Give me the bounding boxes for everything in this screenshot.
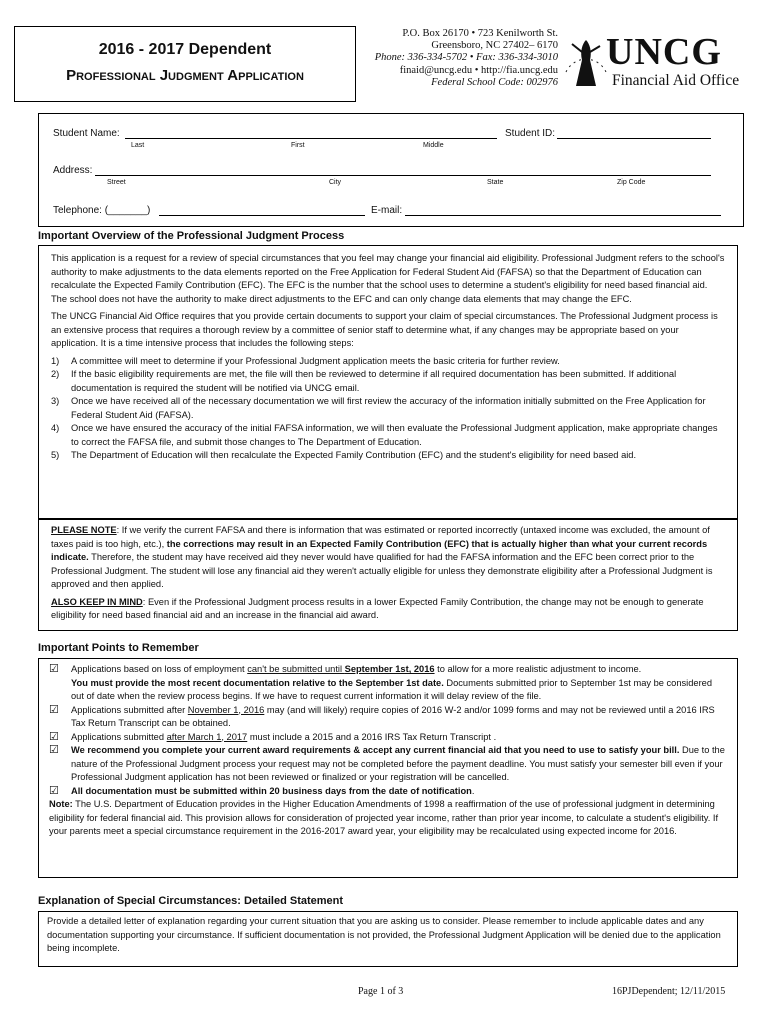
step-text: Once we have received all of the necessary documentation we will first review the accuracy of the information initially submitted on the Free Application for Federal Student Aid (FAFSA). [71,396,706,420]
zip-caption: Zip Code [617,179,646,186]
contact-city: Greensboro, NC 27402– 6170 [431,40,558,52]
step-item [51,449,725,463]
checkbox-icon: ☑ [49,784,59,797]
contact-email: finaid@uncg.edu • http://fia.uncg.edu [399,64,558,76]
detail-text: Provide a detailed letter of explanation regarding your current situation that you are asking us to consider. Please remember to include applicable dates and any documentation supporting your circumstance. If sufficient documentation is not provided, the Professional Judgment Application will be denied due to the application being incomplete. [47,916,721,953]
step-text: A committee will meet to determine if your Professional Judgment application meets the basic criteria for further review. [71,355,560,366]
point-bold: All documentation must be submitted within 20 business days from the date of notification [71,785,472,796]
note-text: The U.S. Department of Education provides in the Higher Education Amendments of 1998 a reaffirmation of the use of professional judgment in determining eligibility for federal financial aid. This provision allows for consideration of projected year income, rather than prior year income, to calculate a student's eligibility. If your parents meet a special circumstance requirement in the 2016-2017 award year, your eligibility may be recalculated using expected income for 2016. [49,799,719,836]
overview-heading: Important Overview of the Professional Judgment Process [38,230,345,242]
telephone-label: Telephone: (_______) [53,205,151,216]
point-text: . [471,785,475,796]
point-date: after March 1, 2017 [166,731,248,742]
first-name-caption: First [291,142,305,149]
step-text: The Department of Education will then recalculate the Expected Family Contribution (EFC) and the student's eligibility for need based aid. [71,450,637,460]
point-bold: We recommend you complete your current award requirements & accept any current financial aid that you need to use to satisfy your bill. [71,745,680,755]
point-text: Applications submitted after [71,704,188,715]
point-text: must include a 2015 and a 2016 IRS Tax Return Transcript . [247,731,497,742]
point-underline: can't be submitted until [247,664,345,674]
point-bold: You must provide the most recent documentation relative to the September 1st date. [71,677,444,688]
also-keep-in-mind-label: ALSO KEEP IN MIND [51,596,143,607]
point-text: to allow for a more realistic adjustment to income. [434,664,642,674]
address-label: Address: [53,165,93,176]
contact-block [358,28,558,89]
please-note-label: PLEASE NOTE [51,525,117,535]
checkbox-icon: ☑ [49,703,59,716]
also-keep-in-mind-text: : Even if the Professional Judgment process results in a lower Expected Family Contribution, the change may not be enough to generate eligibility for need based financial aid and an increase in the financial aid award. [51,596,704,620]
checkbox-icon: ☑ [49,663,59,675]
logo-emblem-icon [560,30,612,100]
overview-para-2: The UNCG Financial Aid Office requires that you provide certain documents to support your claim of special circumstances. The Professional Judgment process is an extensive process that requires a thorough review by a committee of senior staff to determine what, if any changes may be appropriate based on your application. It is a time intensive process that includes the following steps: [51,311,718,348]
point-date: September 1st, 2016 [344,664,435,674]
step-item [51,368,725,395]
student-name-label: Student Name: [53,128,120,139]
point-text: may (and will likely) require copies of 2016 W-2 and/or 1099 forms and may not be reviewed until a 2016 IRS Tax Return Transcript can be obtained. [71,704,715,728]
form-code: 16PJDependent; 12/11/2015 [612,986,726,997]
also-keep-in-mind-paragraph [51,596,725,623]
point-text: Documents submitted prior to September 1st may be considered out of date when the review process begins. If we have to request current information it will delay review of the file. [71,677,713,701]
logo-subtitle: Financial Aid Office [612,72,740,89]
point-text: Applications based on loss of employment [71,664,248,674]
point-date: November 1, 2016 [187,704,265,715]
point-item [49,785,725,799]
form-title: Professional Judgment Application [66,67,304,84]
step-item [51,355,725,369]
student-name-field[interactable] [125,138,497,139]
step-number: 3) [51,396,60,406]
overview-box [38,245,738,519]
point-item [49,744,725,785]
email-label: E-mail: [371,205,403,216]
step-text: Once we have ensured the accuracy of the initial FAFSA information, we will then evaluate the Professional Judgment application, make appropriate changes to correct the FAFSA file, and submit those changes to The Department of Education. [71,423,718,447]
step-number: 5) [51,450,60,460]
points-heading: Important Points to Remember [38,642,199,654]
form-title-year: 2016 - 2017 Dependent [98,41,272,58]
point-item [49,731,725,745]
logo-text: UNCG [606,31,722,73]
middle-name-caption: Middle [423,142,444,149]
step-item [51,422,725,449]
please-note-box [38,519,738,631]
step-item [51,395,725,422]
please-note-text-2: Therefore, the student may have received aid they never would have qualified for had the FAFSA information and the EFC been correct prior to the Professional Judgment. The student will lose any financial aid they weren't actually eligible for unless they demonstrate eligibility after a Professional Judgment is approved and then applied. [51,552,713,589]
step-text: If the basic eligibility requirements are met, the file will then be reviewed to determine if all required documentation has been submitted. If additional documentation is required the student will be notified via UNCG email. [71,369,677,393]
contact-address: P.O. Box 26170 • 723 Kenilworth St. [402,28,558,39]
school-code: Federal School Code: 002976 [431,76,558,88]
overview-para-1: This application is a request for a review of special circumstances that you feel may change your financial aid eligibility. Professional Judgment refers to the school's authority to make adjustments to the data elements reported on the Free Application for Federal Student Aid (FAFSA) so that the Department of Education can recalculate the Expected Family Contribution (EFC). The EFC is the number that the school uses to determine a student's eligibility for need based financial aid. The school does not have the authority to make direct adjustments to the EFC and can only change data elements that may change the EFC. [51,253,725,304]
point-text: Due to the nature of the Professional Judgment process your request may not be completed before the payment deadline. You must satisfy your semester bill even if your Professional Judgment application has not been reviewed or finalized or your registration will be cancelled. [71,745,725,782]
step-number: 2) [51,369,60,379]
point-item [49,704,725,731]
title-box [14,26,356,102]
please-note-paragraph [51,524,725,592]
page-number: Page 1 of 3 [358,986,404,997]
please-note-text: : If we verify the current FAFSA and there is information that was estimated or reported incorrectly (untaxed income was excluded, the amount of taxes paid is too high, etc.), [51,525,710,549]
street-caption: Street [107,179,126,186]
points-box [38,658,738,878]
email-field[interactable] [405,215,721,216]
point-text: Applications submitted [71,731,167,742]
last-name-caption: Last [131,142,145,149]
checkbox-icon: ☑ [49,730,59,743]
step-number: 1) [51,355,60,366]
point-item [49,663,725,704]
student-id-label: Student ID: [505,128,556,139]
detail-heading: Explanation of Special Circumstances: Detailed Statement [38,895,344,907]
note-label: Note: [49,799,73,809]
city-caption: City [329,179,342,186]
step-number: 4) [51,423,60,433]
checkbox-icon: ☑ [49,744,59,756]
student-info-box [38,113,744,227]
please-note-bold: the corrections may result in an Expected Family Contribution (EFC) that is actually higher than what your current records indicate. [51,538,708,562]
uncg-logo [560,26,760,102]
contact-phone: Phone: 336-334-5702 • Fax: 336-334-3010 [374,52,558,64]
telephone-field[interactable] [159,215,365,216]
student-id-field[interactable] [557,138,711,139]
points-note [49,798,725,839]
address-field[interactable] [95,175,711,176]
state-caption: State [487,179,504,186]
detail-box [38,911,738,967]
